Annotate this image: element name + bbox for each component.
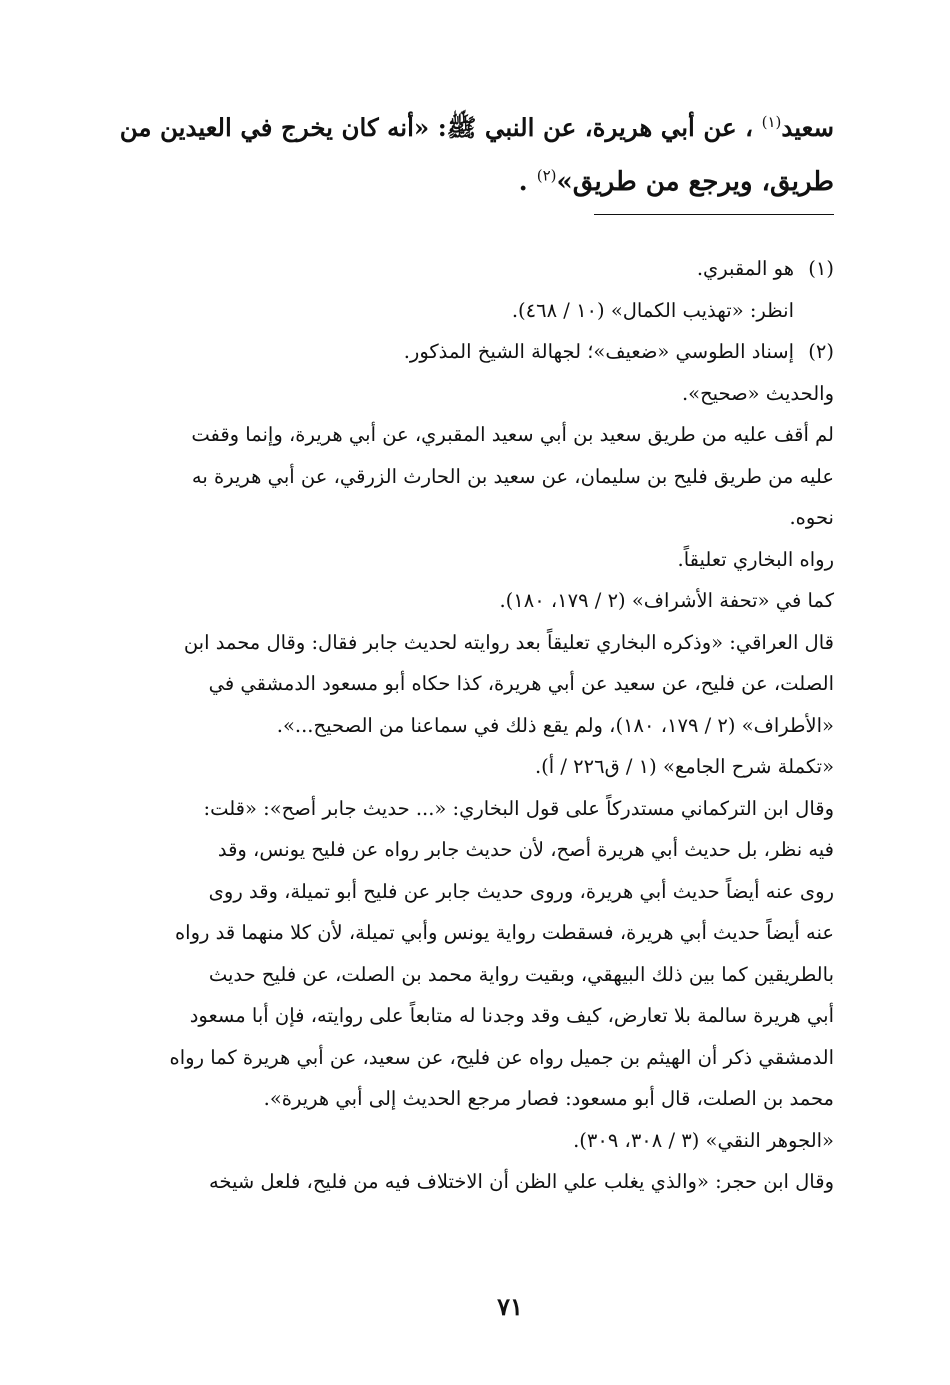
footnote-text: لم أقف عليه من طريق سعيد بن أبي سعيد المقبري، عن أبي هريرة، وإنما وقفت (191, 423, 834, 446)
footnote-separator (594, 214, 834, 215)
footnote-ref-2: (٢) (536, 166, 557, 185)
footnote-line (114, 622, 834, 664)
footnote-line (114, 1037, 834, 1079)
footnote-text: وقال ابن حجر: «والذي يغلب علي الظن أن الاختلاف فيه من فليح، فلعل شيخه (208, 1170, 834, 1193)
footnote-text: نحوه. (789, 506, 834, 529)
footnote-text: انظر: «تهذيب الكمال» (١٠ / ٤٦٨). (511, 298, 794, 322)
footnote-line (114, 580, 834, 622)
footnote-line (114, 871, 834, 913)
footnote-text: الصلت، عن فليح، عن سعيد عن أبي هريرة، كذا حكاه أبو مسعود الدمشقي في (208, 672, 834, 695)
footnote-text: قال العراقي: «وذكره البخاري تعليقاً بعد روايته لحديث جابر فقال: وقال محمد ابن (183, 630, 834, 654)
footnote-ref-1: (١) (761, 112, 782, 131)
footnote-text: أبي هريرة سالمة بلا تعارض، كيف وقد وجدنا له متابعاً على روايته، فإن أبا مسعود (189, 1004, 834, 1027)
footnote-line (114, 331, 834, 373)
footnote-line (114, 788, 834, 830)
footnote-number: (٢) (808, 340, 834, 363)
footnote-line (114, 1161, 834, 1203)
main-line-1-start: سعيد (781, 113, 834, 142)
footnote-text: عنه أيضاً حديث أبي هريرة، فسقطت رواية يونس وأبي تميلة، لأن كلا منهما قد رواه (174, 921, 834, 944)
footnote-line (114, 497, 834, 539)
footnote-text: «تكملة شرح الجامع» (١ / ق٢٢٦ / أ). (534, 755, 834, 778)
footnote-text: وقال ابن التركماني مستدركاً على قول البخاري: «... حديث جابر أصح»: «قلت: (203, 796, 834, 820)
page-number: ٧١ (497, 1292, 523, 1321)
main-line-2-start: طريق، ويرجع من طريق» (556, 167, 834, 197)
footnote-text: «الأطراف» (٢ / ١٧٩، ١٨٠)، ولم يقع ذلك في سماعنا من الصحيح...». (276, 713, 834, 737)
footnote-text: روى عنه أيضاً حديث أبي هريرة، وروى حديث جابر عن فليح أبو تميلة، وقد روى (208, 879, 834, 903)
footnote-text: إسناد الطوسي «ضعيف»؛ لجهالة الشيخ المذكور. (403, 340, 794, 363)
footnote-text: بالطريقين كما بين ذلك البيهقي، وبقيت رواية محمد بن الصلت، عن فليح حديث (208, 962, 834, 986)
footnote-line (114, 663, 834, 705)
footnote-line (114, 373, 834, 415)
footnote-line (114, 1120, 834, 1162)
footnote-number: (١) (808, 257, 834, 280)
footnote-line (114, 414, 834, 456)
footnote-line (114, 1078, 834, 1120)
footnote-text: والحديث «صحيح». (681, 381, 834, 405)
footnote-text: كما في «تحفة الأشراف» (٢ / ١٧٩، ١٨٠). (499, 589, 834, 612)
footnote-text: هو المقبري. (696, 257, 794, 280)
footnote-line (114, 248, 834, 290)
main-line-1 (114, 100, 834, 155)
footnote-line (114, 705, 834, 747)
footnote-line (114, 829, 834, 871)
main-line-2-end: . (518, 167, 537, 197)
footnote-text: الدمشقي ذكر أن الهيثم بن جميل رواه عن فليح، عن سعيد، عن أبي هريرة كما رواه (169, 1045, 834, 1069)
main-text (114, 100, 834, 210)
footnote-line (114, 539, 834, 581)
footnote-line (114, 954, 834, 996)
footnote-text: محمد بن الصلت، قال أبو مسعود: فصار مرجع الحديث إلى أبي هريرة». (263, 1087, 834, 1110)
footnotes (114, 248, 834, 1203)
footnote-text: عليه من طريق فليح بن سليمان، عن سعيد بن الحارث الزرقي، عن أبي هريرة به (191, 464, 834, 488)
footnote-line (114, 995, 834, 1037)
footnote-text: «الجوهر النقي» (٣ / ٣٠٨، ٣٠٩). (573, 1128, 834, 1152)
footnote-line (114, 746, 834, 788)
footnote-line (114, 290, 834, 332)
footnote-text: فيه نظر، بل حديث أبي هريرة أصح، لأن حديث جابر رواه عن فليح يونس، وقد (217, 838, 834, 861)
main-line-2 (114, 155, 834, 210)
footnote-line (114, 456, 834, 498)
main-line-1-end: ، عن أبي هريرة، عن النبي ﷺ: «أنه كان يخرج في العيدين من (119, 113, 762, 142)
footnote-text: رواه البخاري تعليقاً. (677, 547, 834, 571)
footnote-line (114, 912, 834, 954)
